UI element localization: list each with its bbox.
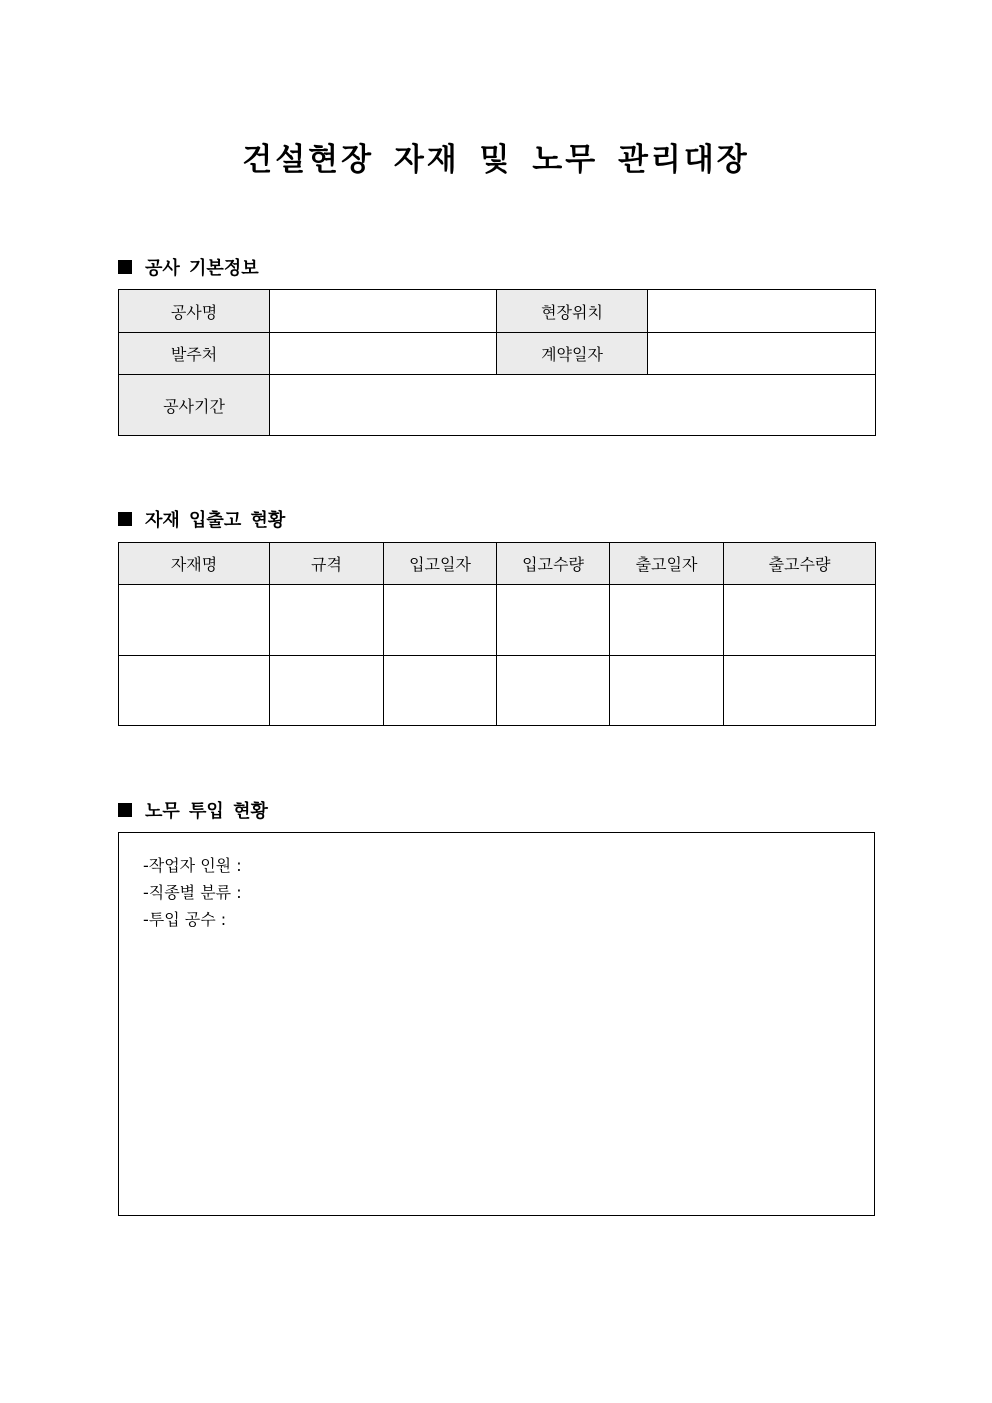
table-cell[interactable] (384, 656, 497, 726)
materials-table (118, 542, 876, 726)
column-header: 출고일자 (610, 543, 724, 585)
man-days-line: -투입 공수 : (143, 910, 227, 929)
column-header: 규격 (270, 543, 384, 585)
period-label: 공사기간 (119, 375, 270, 436)
column-header: 입고일자 (384, 543, 497, 585)
worker-count-line: -작업자 인원 : (143, 856, 242, 875)
table-cell[interactable] (270, 585, 384, 656)
square-bullet-icon (118, 803, 132, 817)
period-field[interactable] (270, 375, 876, 436)
table-cell[interactable] (724, 656, 876, 726)
contract-date-field[interactable] (648, 333, 876, 375)
table-cell[interactable] (497, 656, 610, 726)
basic-info-heading-text: 공사 기본정보 (145, 258, 259, 279)
table-cell[interactable] (119, 656, 270, 726)
site-location-field[interactable] (648, 290, 876, 333)
basic-info-table (118, 289, 876, 436)
square-bullet-icon (118, 260, 132, 274)
table-cell[interactable] (610, 585, 724, 656)
square-bullet-icon (118, 512, 132, 526)
table-cell[interactable] (119, 585, 270, 656)
labor-heading-text: 노무 투입 현황 (145, 801, 268, 822)
site-location-label: 현장위치 (497, 290, 648, 333)
labor-notes (143, 852, 242, 933)
basic-info-heading (118, 254, 259, 280)
table-cell[interactable] (270, 656, 384, 726)
labor-heading (118, 797, 268, 823)
materials-header-row (119, 543, 876, 585)
table-row (119, 656, 876, 726)
table-row (119, 585, 876, 656)
document-title: 건설현장 자재 및 노무 관리대장 (242, 142, 750, 178)
project-name-field[interactable] (270, 290, 497, 333)
project-name-label: 공사명 (119, 290, 270, 333)
table-cell[interactable] (724, 585, 876, 656)
column-header: 입고수량 (497, 543, 610, 585)
table-cell[interactable] (497, 585, 610, 656)
table-cell[interactable] (384, 585, 497, 656)
trade-classification-line: -직종별 분류 : (143, 883, 242, 902)
table-cell[interactable] (610, 656, 724, 726)
client-label: 발주처 (119, 333, 270, 375)
labor-notes-box[interactable] (118, 832, 875, 1216)
materials-heading (118, 506, 285, 532)
contract-date-label: 계약일자 (497, 333, 648, 375)
column-header: 자재명 (119, 543, 270, 585)
column-header: 출고수량 (724, 543, 876, 585)
client-field[interactable] (270, 333, 497, 375)
materials-heading-text: 자재 입출고 현황 (145, 510, 286, 531)
